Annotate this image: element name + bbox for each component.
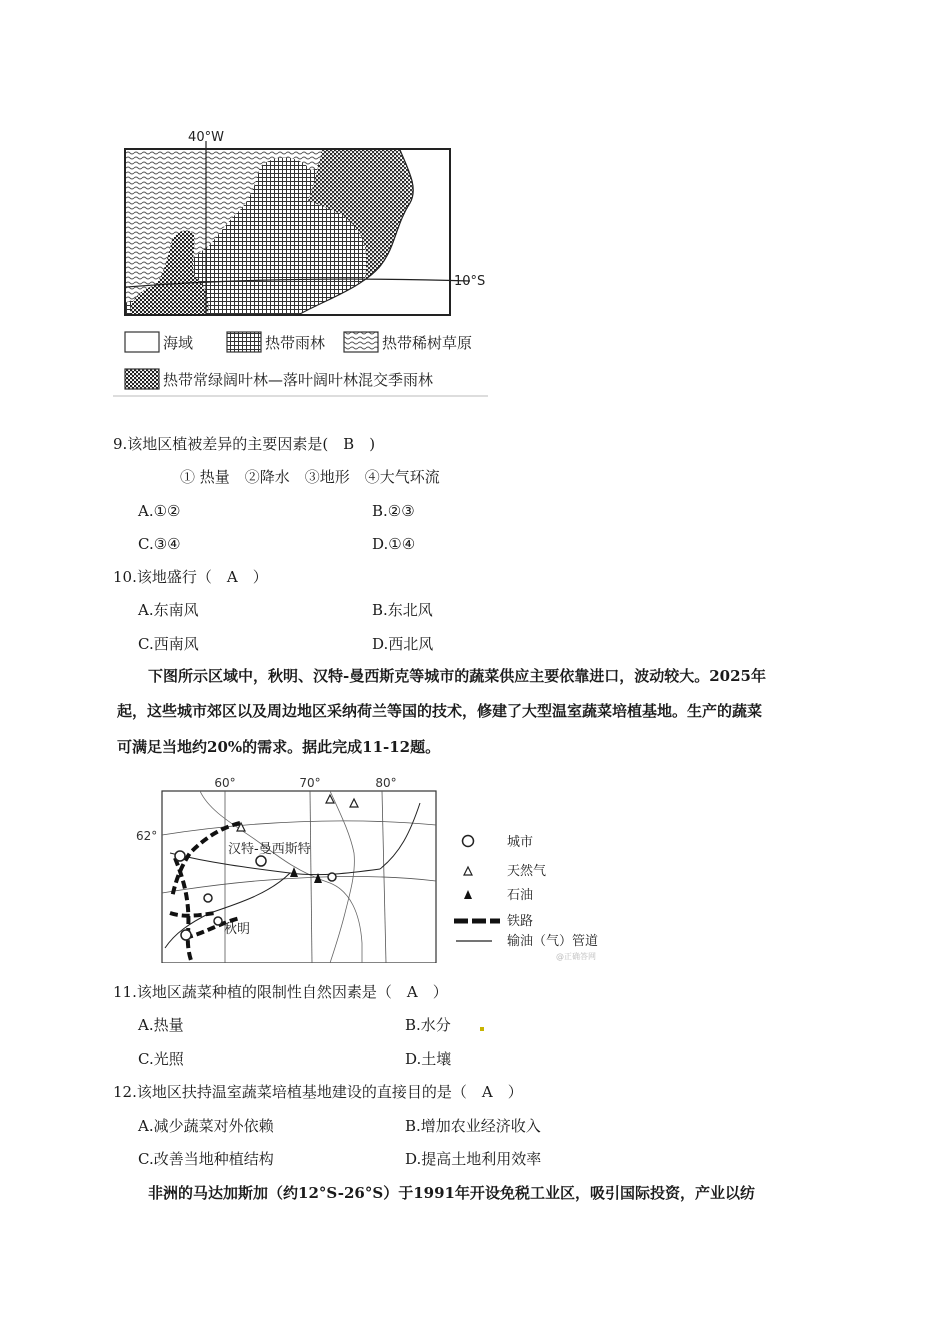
- city-tyumen-marker: [214, 917, 222, 925]
- q9-stem: 9.该地区植被差异的主要因素是( B ): [113, 435, 376, 453]
- q12-option-b[interactable]: B.增加农业经济收入: [405, 1117, 541, 1135]
- passage1-line3: 可满足当地约20%的需求。据此完成11-12题。: [117, 738, 441, 756]
- q12-option-a[interactable]: A.减少蔬菜对外依赖: [138, 1117, 274, 1135]
- legend-swatch-sea: [125, 332, 159, 352]
- map2-lat-62: 62°: [136, 829, 158, 843]
- q9-option-a[interactable]: A.①②: [138, 502, 181, 520]
- q9-option-d[interactable]: D.①④: [372, 535, 416, 553]
- west-siberia-map-figure: [130, 773, 610, 963]
- map2-city-khanty: 汉特-曼西斯特: [228, 842, 311, 857]
- legend-gas-symbol: [464, 867, 472, 875]
- legend-swatch-rainforest: [227, 332, 261, 352]
- legend-swatch-savanna: [344, 332, 378, 352]
- passage1-line1: 下图所示区域中，秋明、汉特-曼西斯克等城市的蔬菜供应主要依靠进口，波动较大。2025年: [148, 667, 766, 685]
- legend-railway: 铁路: [507, 914, 534, 929]
- legend-savanna: 热带稀树草原: [382, 334, 473, 352]
- stray-dot: [480, 1027, 484, 1031]
- map2-lon-80: 80°: [375, 776, 397, 790]
- city-khanty-marker: [256, 856, 266, 866]
- q11-option-a[interactable]: A.热量: [138, 1016, 184, 1034]
- lat-label: 10°S: [454, 274, 486, 289]
- q10-stem: 10.该地盛行（ A ）: [113, 568, 268, 586]
- q9-option-b[interactable]: B.②③: [372, 502, 415, 520]
- vegetation-map-figure: [110, 125, 490, 400]
- q11-stem: 11.该地区蔬菜种植的限制性自然因素是（ A ）: [113, 983, 448, 1001]
- q11-option-c[interactable]: C.光照: [138, 1050, 184, 1068]
- lon-label: 40°W: [188, 130, 224, 145]
- q10-option-c[interactable]: C.西南风: [138, 635, 199, 653]
- legend-rainforest: 热带雨林: [265, 334, 326, 352]
- map2-frame: [162, 791, 436, 963]
- passage1-line2: 起，这些城市郊区以及周边地区采纳荷兰等国的技术，修建了大型温室蔬菜培植基地。生产的蔬菜: [117, 702, 763, 720]
- q9-option-c[interactable]: C.③④: [138, 535, 181, 553]
- legend-oil: 石油: [507, 888, 534, 903]
- q10-option-a[interactable]: A.东南风: [138, 601, 199, 619]
- legend-city: 城市: [507, 835, 534, 850]
- legend-swatch-mixed: [125, 369, 159, 389]
- city-marker: [204, 894, 212, 902]
- q12-option-c[interactable]: C.改善当地种植结构: [138, 1150, 274, 1168]
- legend-gas: 天然气: [507, 864, 547, 879]
- map2-watermark: @正确答网: [556, 952, 596, 961]
- city-marker: [181, 930, 191, 940]
- q12-option-d[interactable]: D.提高土地利用效率: [405, 1150, 542, 1168]
- map2-lon-60: 60°: [214, 776, 236, 790]
- q12-stem: 12.该地区扶持温室蔬菜培植基地建设的直接目的是（ A ）: [113, 1083, 523, 1101]
- map2-city-tyumen: 秋明: [224, 922, 251, 937]
- legend-pipeline: 输油（气）管道: [507, 934, 599, 949]
- legend-mixed: 热带常绿阔叶林—落叶阔叶林混交季雨林: [163, 371, 434, 389]
- q9-factors: ① 热量 ②降水 ③地形 ④大气环流: [180, 468, 440, 486]
- legend-oil-symbol: [464, 890, 472, 899]
- q11-option-b[interactable]: B.水分: [405, 1016, 451, 1034]
- legend-sea: 海域: [163, 334, 194, 352]
- q10-option-d[interactable]: D.西北风: [372, 635, 434, 653]
- legend-city-symbol: [463, 836, 474, 847]
- q10-option-b[interactable]: B.东北风: [372, 601, 433, 619]
- city-marker: [175, 851, 185, 861]
- passage2-line1: 非洲的马达加斯加（约12°S-26°S）于1991年开设免税工业区，吸引国际投资，产业以纺: [148, 1184, 755, 1202]
- map2-lon-70: 70°: [299, 776, 321, 790]
- city-marker: [328, 873, 336, 881]
- q11-option-d[interactable]: D.土壤: [405, 1050, 452, 1068]
